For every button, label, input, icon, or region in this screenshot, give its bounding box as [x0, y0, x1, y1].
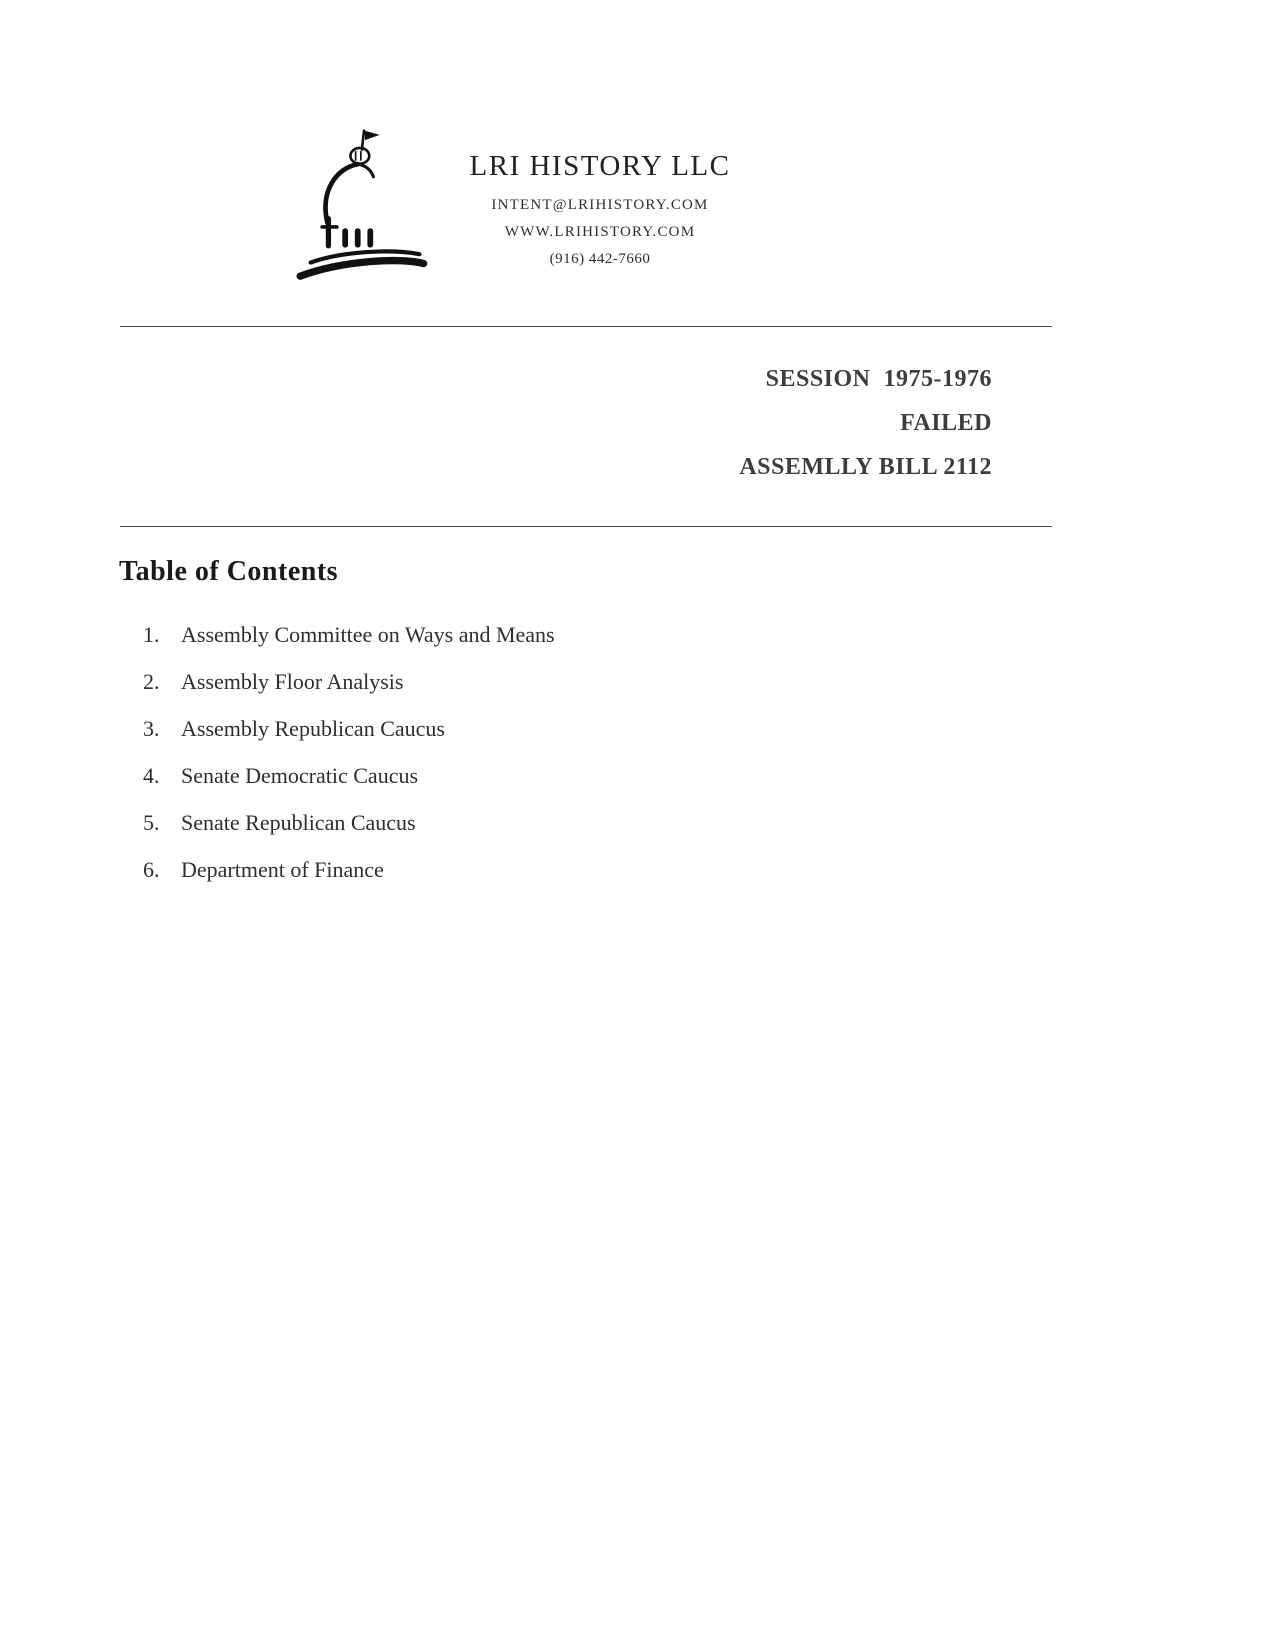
- company-email: INTENT@LRIHISTORY.COM: [491, 197, 709, 213]
- toc-title: Table of Contents: [119, 556, 339, 587]
- company-website: WWW.LRIHISTORY.COM: [504, 224, 696, 240]
- company-phone: (916) 442-7660: [549, 251, 651, 267]
- status-line: FAILED: [900, 410, 992, 436]
- toc-item-number: 1.: [143, 622, 160, 647]
- toc-item: [143, 669, 843, 695]
- toc-item: [143, 857, 843, 883]
- divider-bottom: [120, 526, 1052, 527]
- session-block: [739, 366, 992, 498]
- toc-item-number: 4.: [143, 763, 160, 788]
- toc-item: [143, 622, 843, 648]
- toc-item-label: Department of Finance: [181, 857, 384, 882]
- toc-item-number: 6.: [143, 857, 160, 882]
- toc-item-label: Assembly Floor Analysis: [181, 669, 404, 694]
- toc-item-number: 5.: [143, 810, 160, 835]
- toc-item-label: Assembly Committee on Ways and Means: [181, 622, 555, 647]
- bill-line: ASSEMLLY BILL 2112: [739, 454, 992, 480]
- session-line: SESSION 1975-1976: [765, 366, 992, 392]
- toc-item: [143, 763, 843, 789]
- toc-item-number: 2.: [143, 669, 160, 694]
- letterhead: [400, 150, 800, 268]
- toc-item-number: 3.: [143, 716, 160, 741]
- divider-top: [120, 326, 1052, 327]
- toc-item-label: Senate Republican Caucus: [181, 810, 416, 835]
- toc-item: [143, 810, 843, 836]
- toc-item-label: Senate Democratic Caucus: [181, 763, 419, 788]
- toc-item: [143, 716, 843, 742]
- toc-list: [143, 622, 843, 904]
- toc-item-label: Assembly Republican Caucus: [181, 716, 445, 741]
- company-name: LRI HISTORY LLC: [469, 150, 731, 182]
